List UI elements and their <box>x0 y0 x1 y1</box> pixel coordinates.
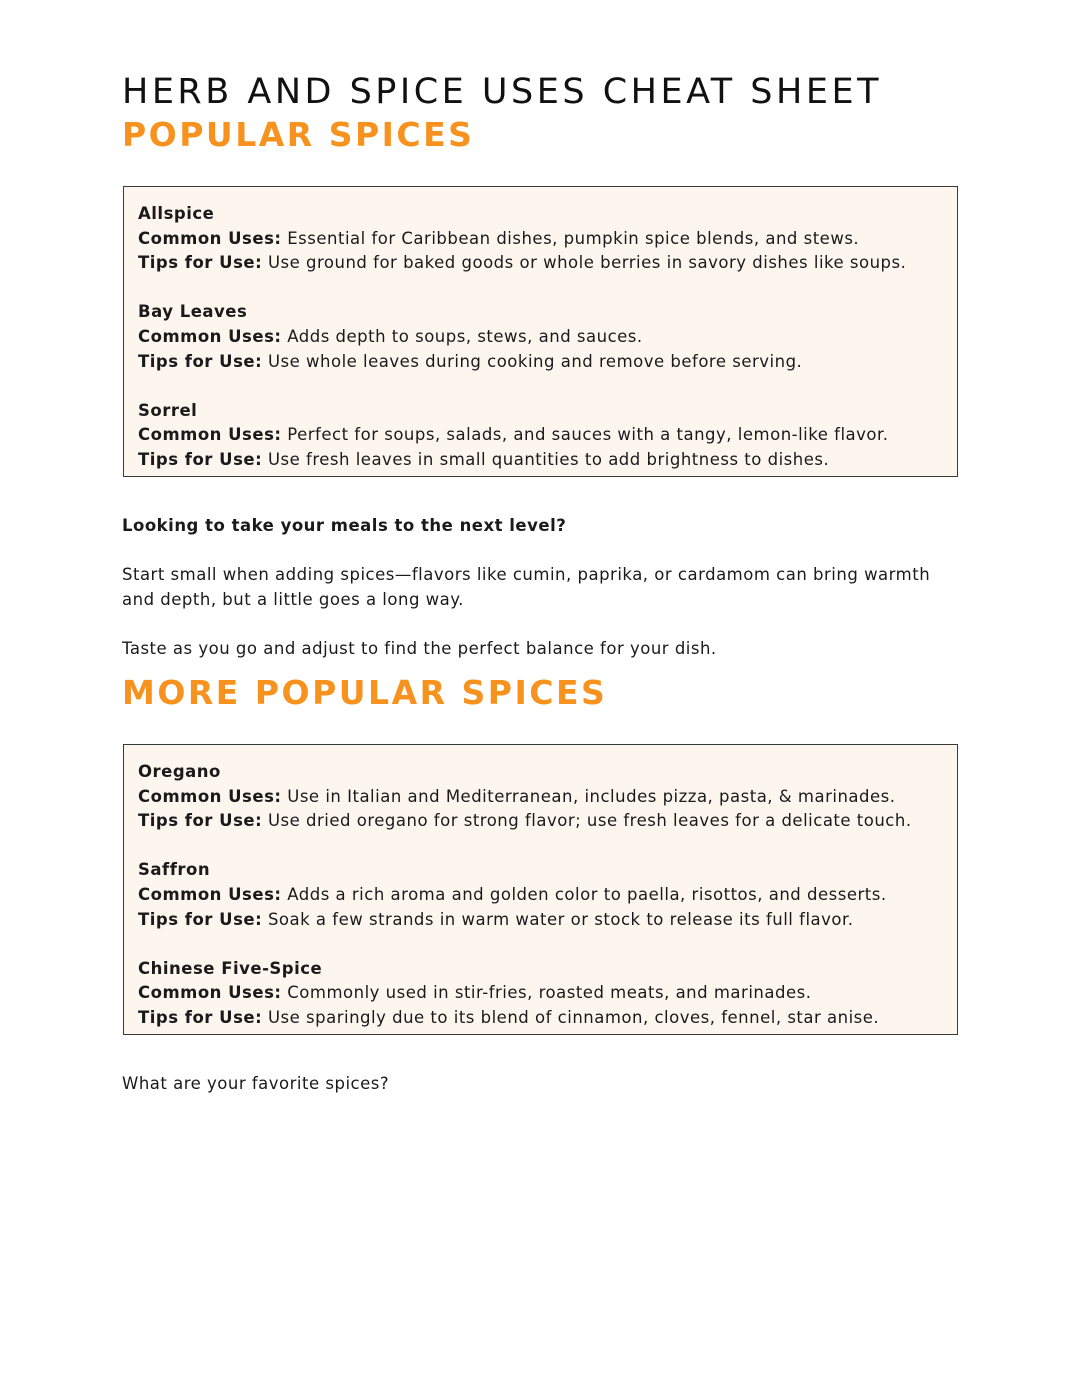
spice-entry-chinese-five-spice <box>138 957 953 1031</box>
spice-list-more-popular <box>138 760 953 1031</box>
common-uses-text: Essential for Caribbean dishes, pumpkin spice blends, and stews. <box>287 228 860 248</box>
page-title: HERB AND SPICE USES CHEAT SHEET <box>122 72 882 112</box>
common-uses-label: Common Uses: <box>138 786 282 806</box>
spice-entry-bay-leaves <box>138 300 953 374</box>
tips-line <box>138 809 953 834</box>
spice-entry-saffron <box>138 858 953 932</box>
tips-line <box>138 1006 953 1031</box>
spice-entry-allspice <box>138 202 953 276</box>
common-uses-text: Adds depth to soups, stews, and sauces. <box>287 326 643 346</box>
section-heading-more-popular-spices: MORE POPULAR SPICES <box>122 673 608 712</box>
tips-text: Use sparingly due to its blend of cinnamon, cloves, fennel, star anise. <box>267 1007 880 1027</box>
spice-name: Saffron <box>138 860 211 880</box>
common-uses-text: Commonly used in stir-fries, roasted meats, and marinades. <box>287 983 812 1003</box>
spice-name: Oregano <box>138 762 221 781</box>
common-uses-label: Common Uses: <box>138 425 282 445</box>
common-uses-line <box>138 325 953 350</box>
tips-line <box>138 908 953 933</box>
common-uses-text: Perfect for soups, salads, and sauces with a tangy, lemon-like flavor. <box>287 425 889 445</box>
tips-label: Tips for Use: <box>138 351 263 371</box>
tips-line <box>138 448 953 473</box>
common-uses-label: Common Uses: <box>138 983 282 1003</box>
spice-entry-oregano <box>138 760 953 834</box>
common-uses-label: Common Uses: <box>138 326 282 346</box>
spice-name: Chinese Five-Spice <box>138 958 323 978</box>
spice-entry-sorrel <box>138 399 953 473</box>
tips-label: Tips for Use: <box>138 909 263 929</box>
tips-line <box>138 251 953 276</box>
tips-label: Tips for Use: <box>138 449 263 469</box>
tips-label: Tips for Use: <box>138 1007 263 1027</box>
common-uses-label: Common Uses: <box>138 228 282 248</box>
callout-heading: Looking to take your meals to the next level? <box>122 516 567 535</box>
tips-text: Use whole leaves during cooking and remove before serving. <box>267 351 803 371</box>
common-uses-line <box>138 423 953 448</box>
spice-name: Bay Leaves <box>138 302 248 322</box>
section-heading-popular-spices: POPULAR SPICES <box>122 115 475 154</box>
tips-label: Tips for Use: <box>138 811 263 831</box>
tips-text: Use ground for baked goods or whole berries in savory dishes like soups. <box>267 253 907 273</box>
common-uses-text: Use in Italian and Mediterranean, includes pizza, pasta, & marinades. <box>287 786 896 806</box>
closing-question: What are your favorite spices? <box>122 1074 390 1093</box>
callout-paragraph: Start small when adding spices—flavors like cumin, paprika, or cardamom can bring warmth and depth, but a little goes a long way. <box>122 565 931 609</box>
spice-name: Sorrel <box>138 400 198 420</box>
common-uses-line <box>138 227 953 252</box>
tips-text: Use fresh leaves in small quantities to add brightness to dishes. <box>267 449 830 469</box>
tips-line <box>138 350 953 375</box>
common-uses-line <box>138 785 953 810</box>
common-uses-line <box>138 981 953 1006</box>
tips-text: Use dried oregano for strong flavor; use fresh leaves for a delicate touch. <box>267 811 912 831</box>
common-uses-label: Common Uses: <box>138 884 282 904</box>
spice-list-popular <box>138 202 953 473</box>
spice-name: Allspice <box>138 204 215 223</box>
common-uses-line <box>138 883 953 908</box>
tips-text: Soak a few strands in warm water or stock to release its full flavor. <box>267 909 854 929</box>
callout-paragraph: Taste as you go and adjust to find the perfect balance for your dish. <box>122 639 717 658</box>
common-uses-text: Adds a rich aroma and golden color to paella, risottos, and desserts. <box>287 884 887 904</box>
tips-label: Tips for Use: <box>138 253 263 273</box>
